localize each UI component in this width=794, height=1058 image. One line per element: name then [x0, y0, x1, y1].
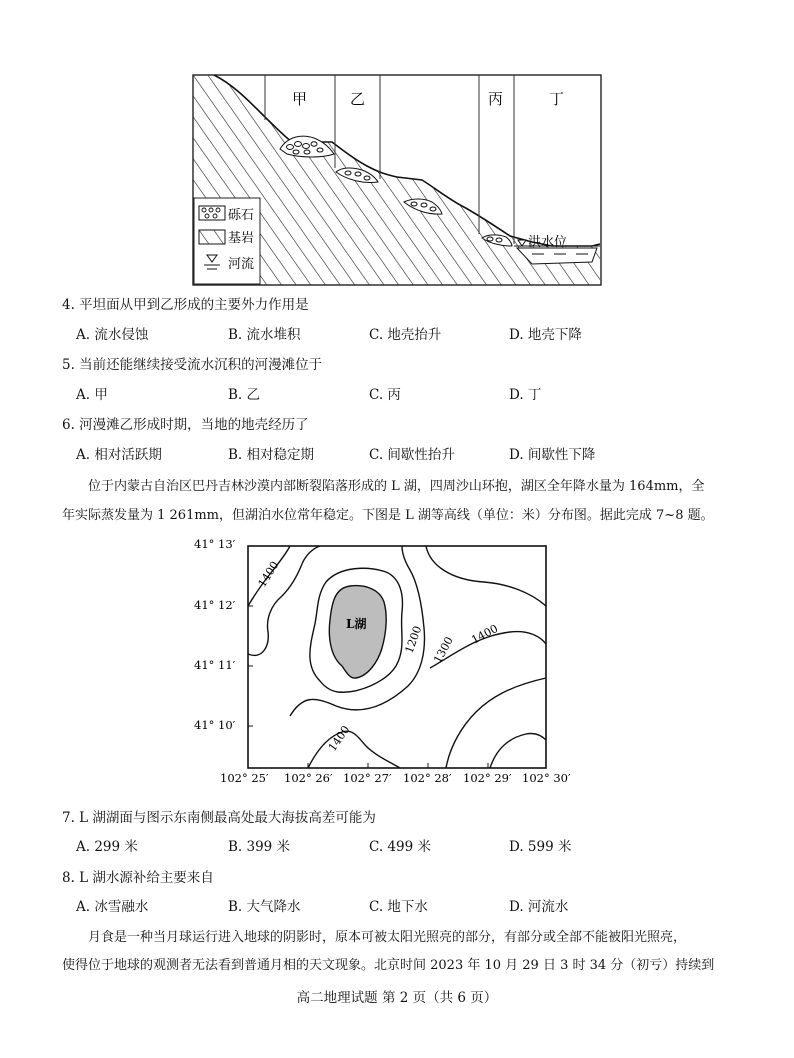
- question-5-stem: 5. 当前还能继续接受流水沉积的河漫滩位于: [62, 357, 323, 373]
- question-8-stem: 8. L 湖水源补给主要来自: [62, 870, 214, 886]
- contour-label-1300: 1300: [431, 634, 456, 666]
- q6-option-c[interactable]: C. 间歇性抬升: [369, 447, 455, 463]
- legend-label-gravel: 砾石: [228, 208, 255, 223]
- x-tick-label: 102° 28′: [403, 771, 452, 784]
- bedrock-swatch-icon: [199, 230, 225, 244]
- legend-label-river: 河流: [228, 257, 255, 272]
- q5-option-c[interactable]: C. 丙: [369, 387, 401, 403]
- q6-option-d[interactable]: D. 间歇性下降: [509, 447, 596, 463]
- q8-option-d[interactable]: D. 河流水: [509, 899, 569, 915]
- contour-map-svg: [190, 536, 580, 784]
- y-tick-label: 41° 12′: [194, 598, 236, 612]
- terrace-diagram-svg: [192, 74, 602, 286]
- legend-label-bedrock: 基岩: [228, 231, 255, 246]
- q8-option-b[interactable]: B. 大气降水: [228, 899, 301, 915]
- y-tick-label: 41° 10′: [194, 718, 236, 732]
- q4-option-a[interactable]: A. 流水侵蚀: [76, 327, 149, 343]
- map-frame: [248, 546, 546, 768]
- x-tick-label: 102° 27′: [343, 771, 392, 784]
- passage-2-line-2: 使得位于地球的观测者无法看到普通月相的天文现象。北京时间 2023 年 10 月 29 日 3 时 34 分（初亏）持续到: [62, 958, 715, 973]
- q7-option-a[interactable]: A. 299 米: [76, 839, 138, 855]
- q5-option-d[interactable]: D. 丁: [509, 387, 542, 403]
- y-tick-label: 41° 11′: [194, 658, 236, 672]
- q8-option-a[interactable]: A. 冰雪融水: [76, 899, 149, 915]
- zone-label-jia: 甲: [292, 90, 308, 108]
- q7-option-c[interactable]: C. 499 米: [369, 839, 431, 855]
- zone-label-bing: 丙: [488, 90, 504, 108]
- q6-option-b[interactable]: B. 相对稳定期: [228, 447, 315, 463]
- x-tick-label: 102° 29′: [463, 771, 512, 784]
- x-tick-label: 102° 30′: [522, 771, 571, 784]
- legend: [194, 198, 260, 284]
- contour-label-1200: 1200: [402, 624, 425, 656]
- flood-level-label: 洪水位: [528, 235, 568, 250]
- q5-option-a[interactable]: A. 甲: [76, 387, 108, 403]
- zone-label-ding: 丁: [549, 90, 565, 108]
- question-6-stem: 6. 河漫滩乙形成时期，当地的地壳经历了: [62, 417, 309, 433]
- q7-option-b[interactable]: B. 399 米: [228, 839, 291, 855]
- passage-2-line-1: 月食是一种当月球运行进入地球的阴影时，原本可被太阳光照亮的部分，有部分或全部不能被阳光照亮，: [88, 930, 687, 945]
- zone-label-yi: 乙: [350, 90, 366, 108]
- passage-1-line-1: 位于内蒙古自治区巴丹吉林沙漠内部断裂陷落形成的 L 湖，四周沙山环抱，湖区全年降水量为 164mm，全: [88, 479, 705, 494]
- q7-option-d[interactable]: D. 599 米: [509, 839, 572, 855]
- question-4-stem: 4. 平坦面从甲到乙形成的主要外力作用是: [62, 297, 309, 313]
- page-footer: 高二地理试题 第 2 页（共 6 页）: [296, 990, 498, 1006]
- x-tick-label: 102° 26′: [284, 771, 333, 784]
- y-axis-ticks: [194, 537, 253, 732]
- q4-option-c[interactable]: C. 地壳抬升: [369, 327, 442, 343]
- q4-option-d[interactable]: D. 地壳下降: [509, 327, 582, 343]
- q4-option-b[interactable]: B. 流水堆积: [228, 327, 301, 343]
- contour-label-1400-s: 1400: [325, 723, 353, 754]
- lake-label: L湖: [346, 617, 367, 631]
- terrace-cross-section-figure: [192, 74, 602, 286]
- y-tick-label: 41° 13′: [194, 537, 236, 551]
- q5-option-b[interactable]: B. 乙: [228, 387, 261, 403]
- q8-option-c[interactable]: C. 地下水: [369, 899, 428, 915]
- question-7-stem: 7. L 湖湖面与图示东南侧最高处最大海拔高差可能为: [62, 810, 376, 826]
- x-tick-label: 102° 25′: [220, 771, 269, 784]
- contour-label-1400-nw: 1400: [255, 558, 282, 590]
- passage-1-line-2: 年实际蒸发量为 1 261mm，但湖泊水位常年稳定。下图是 L 湖等高线（单位：米）分布图。据此完成 7~8 题。: [62, 508, 714, 523]
- contour-map-figure: [190, 536, 580, 784]
- contour-label-1400-e: 1400: [469, 622, 501, 647]
- q6-option-a[interactable]: A. 相对活跃期: [76, 447, 162, 463]
